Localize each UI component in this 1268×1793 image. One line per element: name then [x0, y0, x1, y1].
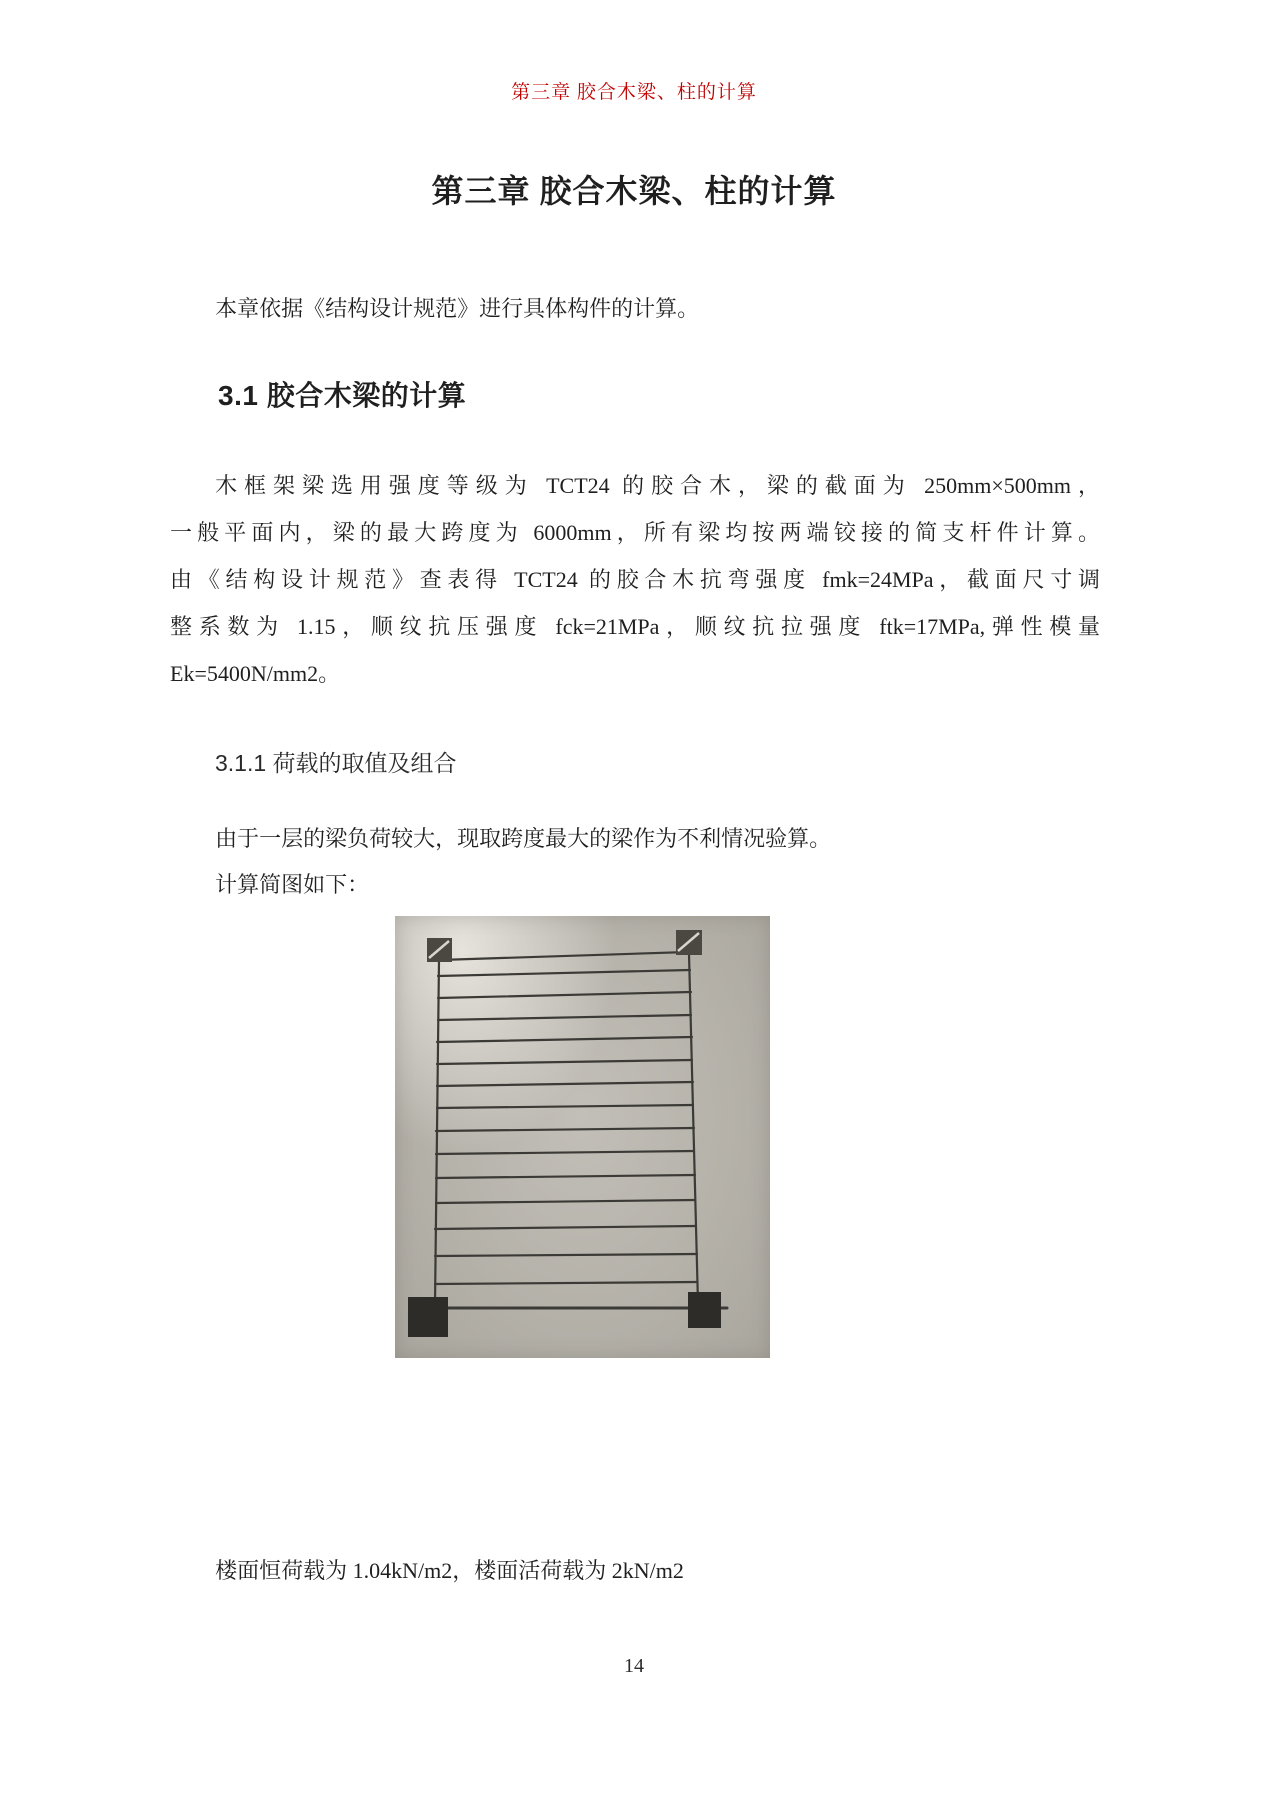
floor-load-paragraph: 楼面恒荷载为 1.04kN/m2，楼面活荷载为 2kN/m2: [215, 1558, 684, 1583]
section-heading-3-1: 3.1 胶合木梁的计算: [218, 380, 467, 411]
body-line: 木框架梁选用强度等级为 TCT24 的胶合木，梁的截面为 250mm×500mm，: [215, 473, 1100, 498]
load-case-paragraph: 由于一层的梁负荷较大，现取跨度最大的梁作为不利情况验算。: [215, 826, 832, 851]
beam-calculation-diagram-photo: [395, 916, 770, 1358]
section-heading-3-1-1: 3.1.1 荷载的取值及组合: [215, 750, 457, 776]
body-line: 整系数为 1.15，顺纹抗压强度 fck=21MPa，顺纹抗拉强度 ftk=17MPa,弹性模量: [170, 614, 1100, 639]
section-3-1-body: [170, 462, 1100, 697]
intro-paragraph: 本章依据《结构设计规范》进行具体构件的计算。: [215, 296, 700, 321]
running-header: 第三章 胶合木梁、柱的计算: [511, 82, 757, 103]
bottom-support-symbols: [408, 1292, 721, 1337]
figure-intro-paragraph: 计算简图如下：: [215, 872, 370, 897]
page-number: 14: [624, 1655, 644, 1677]
chapter-title: 第三章 胶合木梁、柱的计算: [431, 173, 837, 209]
body-line: 一般平面内，梁的最大跨度为 6000mm，所有梁均按两端铰接的简支杆件计算。: [170, 520, 1100, 545]
body-line: 由《结构设计规范》查表得 TCT24 的胶合木抗弯强度 fmk=24MPa，截面尺寸调: [170, 567, 1100, 592]
beam-grid-sketch: [395, 916, 770, 1358]
body-line: Ek=5400N/mm2。: [170, 661, 341, 686]
top-support-symbols: [427, 930, 702, 962]
